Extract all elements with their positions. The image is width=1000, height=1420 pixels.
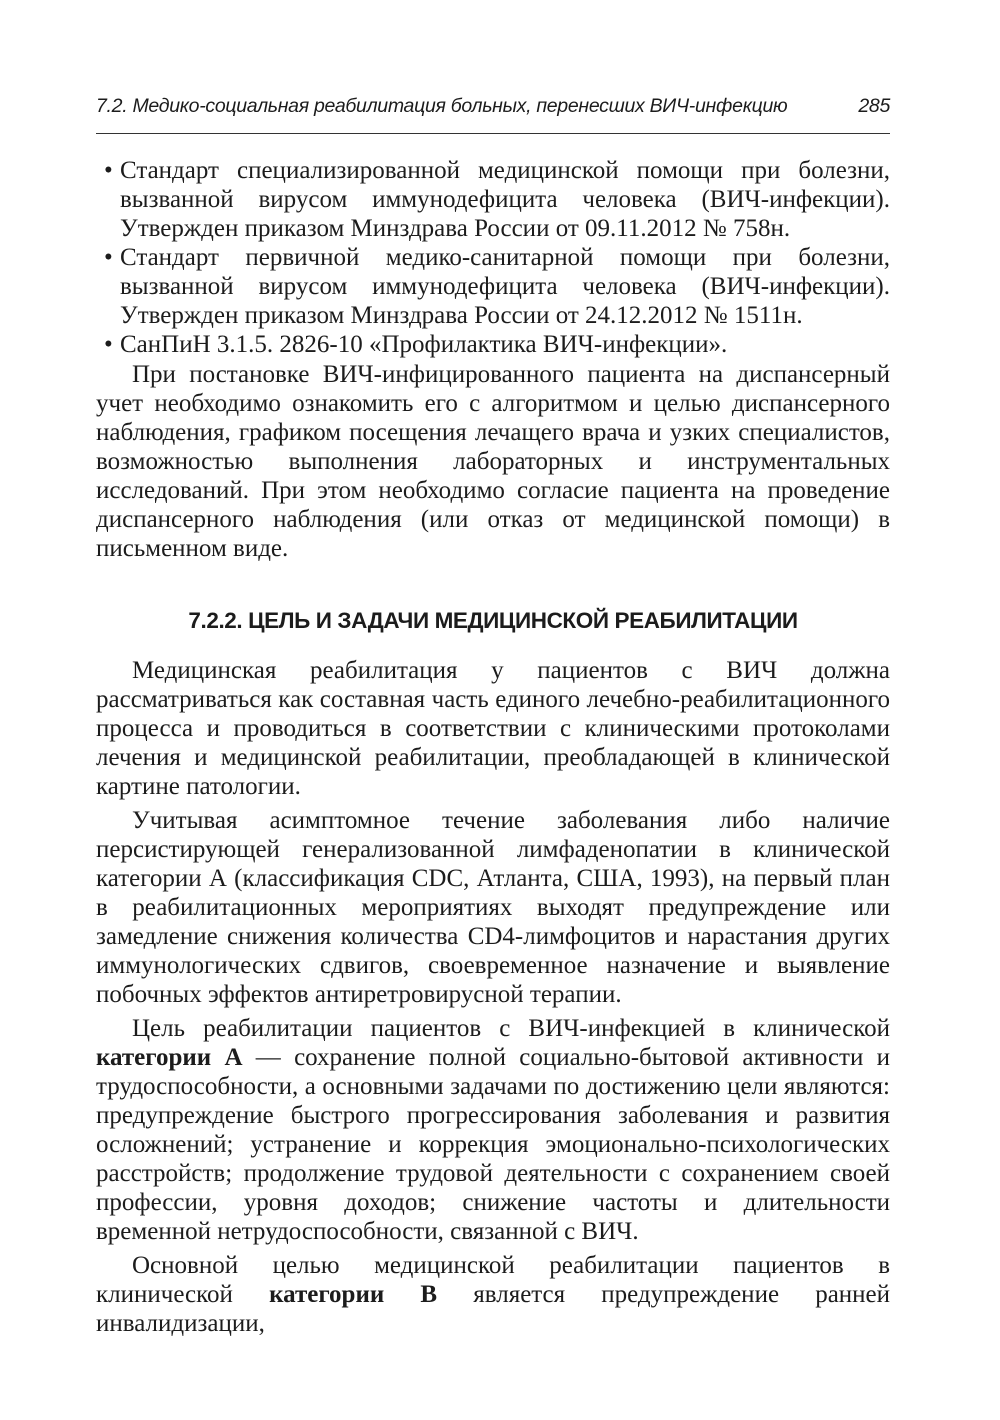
running-header	[96, 92, 890, 134]
category-b-term: категории В	[269, 1281, 438, 1308]
section-paragraph-3	[96, 1014, 890, 1246]
page-number: 285	[858, 95, 890, 117]
paragraph-3-rest: — сохранение полной социально-бытовой активности и трудоспособности, а основными задачами по достижению цели являются: предупреждение быстрого прогрессирования заболевания и развития осложнений; устранение и коррекция эмоционально-психологических расстройств; продолжение трудовой деятельности с сохранением своей профессии, уровня доходов; снижение частоты и длительности временной нетрудоспособности, связанной с ВИЧ.	[96, 1044, 890, 1245]
section-paragraph-4	[96, 1251, 890, 1338]
section-paragraph-2: Учитывая асимптомное течение заболевания либо наличие персистирующей генерализованной лимфаденопатии в клинической категории А (классификация CDC, Атланта, США, 1993), на первый план в реабилитационных мероприятиях выходят предупреждение или замедление снижения количества CD4-лимфоцитов и нарастания других иммунологических сдвигов, своевременное назначение и выявление побочных эффектов антиретровирусной терапии.	[96, 807, 890, 1008]
standards-list	[96, 156, 890, 359]
section-paragraph-1: Медицинская реабилитация у пациентов с ВИЧ должна рассматриваться как составная часть единого лечебно-реабилитационного процесса и проводиться в соответствии с клиническими протоколами лечения и медицинской реабилитации, преобладающей в клинической картине патологии.	[96, 657, 890, 800]
paragraph-4-rest: является предупреждение ранней инвалидизации,	[96, 1281, 891, 1337]
list-item	[96, 156, 890, 243]
list-item	[96, 243, 890, 330]
bullet-marker: •	[104, 331, 113, 358]
list-item	[96, 330, 890, 359]
bullet-marker: •	[104, 244, 113, 271]
list-item-text: СанПиН 3.1.5. 2826-10 «Профилактика ВИЧ-инфекции».	[120, 331, 728, 358]
paragraph-3-start: Цель реабилитации пациентов с ВИЧ-инфекцией в клинической	[132, 1015, 890, 1042]
intro-paragraph: При постановке ВИЧ-инфицированного пациента на диспансерный учет необходимо ознакомить его с алгоритмом и целью диспансерного наблюдения, графиком посещения лечащего врача и узких специалистов, возможностью выполнения лабораторных и инструментальных исследований. При этом необходимо согласие пациента на проведение диспансерного наблюдения (или отказ от медицинской помощи) в письменном виде.	[96, 361, 890, 562]
category-a-term: категории А	[96, 1044, 243, 1071]
list-item-text: Стандарт специализированной медицинской помощи при болезни, вызванной вирусом иммунодефицита человека (ВИЧ-инфекции). Утвержден приказом Минздрава России от 09.11.2012 № 758н.	[120, 157, 890, 242]
bullet-marker: •	[104, 157, 113, 184]
list-item-text: Стандарт первичной медико-санитарной помощи при болезни, вызванной вирусом иммунодефицита человека (ВИЧ-инфекции). Утвержден приказом Минздрава России от 24.12.2012 № 1511н.	[120, 244, 890, 329]
section-heading: 7.2.2. ЦЕЛЬ И ЗАДАЧИ МЕДИЦИНСКОЙ РЕАБИЛИТАЦИИ	[188, 608, 798, 633]
paragraph-4-start: Основной целью медицинской реабилитации пациентов в клинической	[96, 1252, 890, 1308]
book-page	[96, 92, 890, 1338]
running-title: 7.2. Медико-социальная реабилитация больных, перенесших ВИЧ-инфекцию	[96, 95, 788, 117]
